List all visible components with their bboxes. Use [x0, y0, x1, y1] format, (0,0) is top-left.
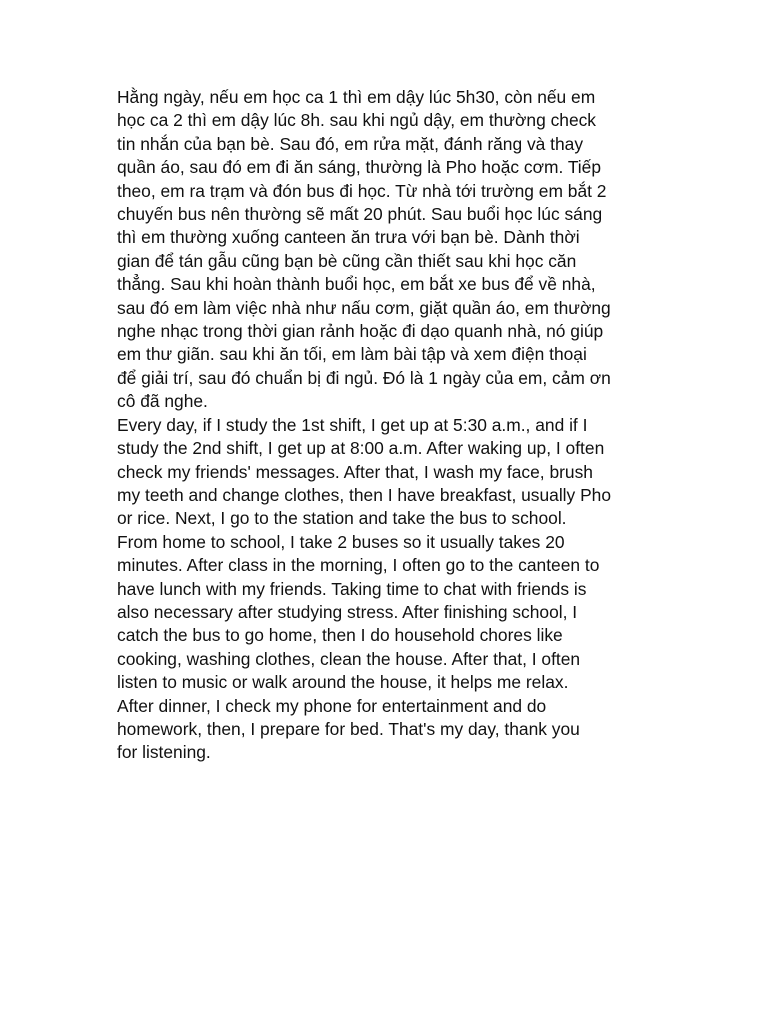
text-line: catch the bus to go home, then I do household chores like: [117, 625, 563, 646]
text-line: for listening.: [117, 742, 211, 763]
text-line: After dinner, I check my phone for entertainment and do: [117, 695, 547, 716]
text-line: minutes. After class in the morning, I often go to the canteen to: [117, 555, 600, 576]
text-line: theo, em ra trạm và đón bus đi học. Từ nhà tới trường em bắt 2: [117, 180, 607, 201]
text-line: also necessary after studying stress. After finishing school, I: [117, 601, 578, 622]
text-line: cô đã nghe.: [117, 391, 208, 412]
text-line: học ca 2 thì em dậy lúc 8h. sau khi ngủ dậy, em thường check: [117, 110, 597, 131]
text-line: em thư giãn. sau khi ăn tối, em làm bài tập và xem điện thoại: [117, 344, 587, 365]
text-line: my teeth and change clothes, then I have breakfast, usually Pho: [117, 484, 612, 505]
text-line: tin nhắn của bạn bè. Sau đó, em rửa mặt, đánh răng và thay: [117, 133, 584, 154]
text-line: thẳng. Sau khi hoàn thành buổi học, em bắt xe bus để về nhà,: [117, 274, 596, 295]
text-line: study the 2nd shift, I get up at 8:00 a.m. After waking up, I often: [117, 438, 605, 459]
text-line: listen to music or walk around the house, it helps me relax.: [117, 672, 569, 693]
text-line: quần áo, sau đó em đi ăn sáng, thường là Pho hoặc cơm. Tiếp: [117, 157, 602, 178]
text-line: or rice. Next, I go to the station and take the bus to school.: [117, 508, 567, 529]
text-line: Every day, if I study the 1st shift, I get up at 5:30 a.m., and if I: [117, 414, 588, 435]
text-line: chuyến bus nên thường sẽ mất 20 phút. Sau buổi học lúc sáng: [117, 204, 603, 225]
text-line: gian để tán gẫu cũng bạn bè cũng cần thiết sau khi học căn: [117, 250, 577, 271]
text-line: From home to school, I take 2 buses so it usually takes 20: [117, 531, 565, 552]
document-text: [117, 86, 657, 765]
text-line: have lunch with my friends. Taking time to chat with friends is: [117, 578, 587, 599]
text-line: sau đó em làm việc nhà như nấu cơm, giặt quần áo, em thường: [117, 297, 611, 318]
text-line: Hằng ngày, nếu em học ca 1 thì em dậy lúc 5h30, còn nếu em: [117, 87, 596, 107]
text-line: nghe nhạc trong thời gian rảnh hoặc đi dạo quanh nhà, nó giúp: [117, 321, 604, 342]
text-line: cooking, washing clothes, clean the house. After that, I often: [117, 648, 581, 669]
text-line: homework, then, I prepare for bed. That's my day, thank you: [117, 718, 580, 739]
text-line: check my friends' messages. After that, I wash my face, brush: [117, 461, 593, 482]
text-line: để giải trí, sau đó chuẩn bị đi ngủ. Đó là 1 ngày của em, cảm ơn: [117, 367, 611, 388]
text-line: thì em thường xuống canteen ăn trưa với bạn bè. Dành thời: [117, 227, 580, 248]
